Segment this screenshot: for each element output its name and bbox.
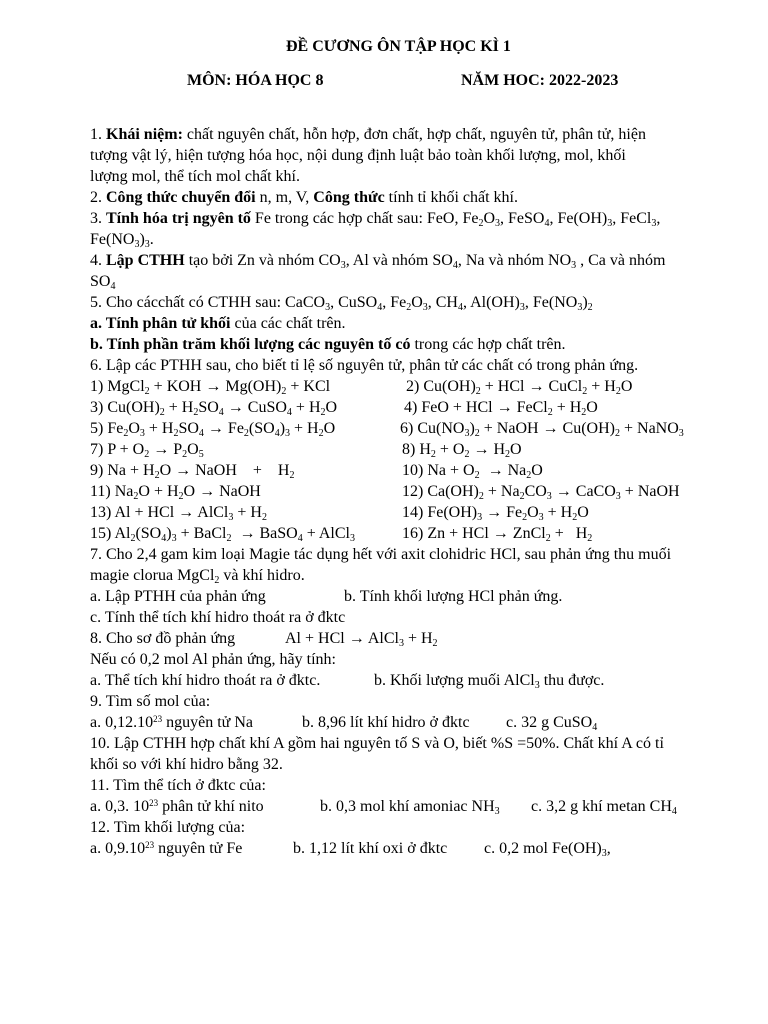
- equation-10: 10) $Na + O_2 \to Na_2O$: [402, 462, 543, 481]
- subject-label: MÔN: HÓA HỌC 8: [187, 72, 324, 89]
- q8-part-a: a. Thể tích khí hidro thoát ra ở đktc.: [90, 672, 321, 689]
- equation-11: 11) $Na_2O + H_2O$ → NaOH: [90, 483, 261, 502]
- q11-part-a: a. 0,3. $10^{23}$ phân tử khí nito: [90, 798, 264, 815]
- q7-part-a: a. Lập PTHH của phản ứng: [90, 588, 266, 605]
- equation-9: 9) $Na + H_2O$ → NaOH + $H_2$: [90, 462, 295, 481]
- equation-3: 3) $Cu(OH)_2 + H_2SO_4$ → CuSO$_4$ + $H_2O$: [90, 399, 338, 418]
- equation-4: 4) FeO + HCl → FeCl$_2$ + $H_2O$: [404, 399, 598, 418]
- q1-line2: tượng vật lý, hiện tượng hóa học, nội dung định luật bảo toàn khối lượng, mol, khối: [90, 147, 626, 164]
- equation-12: 12) $Ca(OH)_2 + Na_2CO_3$ → CaCO$_3$ + NaOH: [402, 483, 680, 502]
- q12-part-c: c. 0,2 mol $Fe(OH)_3$,: [484, 840, 611, 859]
- equation-1: 1) MgCl$_2$ + KOH → $Mg(OH)_2$ + KCl: [90, 378, 331, 397]
- school-year-label: NĂM HOC: 2022-2023: [461, 72, 619, 89]
- q11-part-b: b. 0,3 mol khí amoniac $NH_3$: [320, 798, 500, 817]
- q7-part-b: b. Tính khối lượng HCl phản ứng.: [344, 588, 563, 605]
- q12-part-b: b. 1,12 lít khí oxi ở đktc: [293, 840, 448, 857]
- equation-6: 6) $Cu(NO_3)_2$ + NaOH → $Cu(OH)_2$ + NaNO$_3$: [400, 420, 684, 439]
- q11-line1: 11. Tìm thể tích ở đktc của:: [90, 777, 266, 794]
- q11-part-c: c. 3,2 g khí metan $CH_4$: [531, 798, 677, 817]
- equation-15: 15) $Al_2(SO_4)_3$ + BaCl$_2$ → BaSO$_4$ + AlCl$_3$: [90, 525, 355, 544]
- equation-13: 13) Al + HCl → AlCl$_3$ + $H_2$: [90, 504, 267, 523]
- equation-14: 14) $Fe(OH)_3 \to Fe_2O_3 + H_2O$: [402, 504, 589, 523]
- q9-part-a: a. 0,12.10$^{23}$ nguyên tử Na: [90, 714, 253, 731]
- q6-intro: 6. Lập các PTHH sau, cho biết tỉ lệ số nguyên tử, phân tử các chất có trong phản ứng.: [90, 357, 639, 374]
- q7-line2: magie clorua MgCl$_2$ và khí hidro.: [90, 567, 305, 586]
- q8-line2: Nếu có 0,2 mol Al phản ứng, hãy tính:: [90, 651, 336, 668]
- q9-part-c: c. 32 g CuSO$_4$: [506, 714, 598, 733]
- q12-part-a: a. 0,9.10$^{23}$ nguyên tử Fe: [90, 840, 243, 857]
- q4-line2: $SO_4$: [90, 273, 116, 292]
- q8-part-b: b. Khối lượng muối AlCl$_3$ thu được.: [374, 672, 605, 691]
- q5-line1: 5. Cho cácchất có CTHH sau: CaCO$_3$, CuSO$_4$, $Fe_2O_3$, $CH_4$, $Al(OH)_3$, $Fe(NO_3)_2$: [90, 294, 593, 313]
- q7-line1: 7. Cho 2,4 gam kim loại Magie tác dụng hết với axit clohidric HCl, sau phản ứng thu muối: [90, 546, 672, 563]
- q9-part-b: b. 8,96 lít khí hidro ở đktc: [302, 714, 470, 731]
- q10-line2: khối so với khí hidro bằng 32.: [90, 756, 283, 773]
- equation-16: 16) Zn + HCl → ZnCl$_2$ + $H_2$: [402, 525, 593, 544]
- equation-7: 7) $P + O_2 \to P_2O_5$: [90, 441, 204, 460]
- q10-line1: 10. Lập CTHH hợp chất khí A gồm hai nguyên tố S và O, biết %S =50%. Chất khí A có tỉ: [90, 735, 664, 752]
- q2-line: 2. Công thức chuyển đổi n, m, V, Công thức tính tỉ khối chất khí.: [90, 189, 518, 206]
- equation-2: 2) $Cu(OH)_2$ + HCl → CuCl$_2$ + $H_2O$: [406, 378, 633, 397]
- q12-line1: 12. Tìm khối lượng của:: [90, 819, 246, 836]
- document-title: ĐỀ CƯƠNG ÔN TẬP HỌC KÌ 1: [286, 38, 511, 55]
- q4-line1: 4. Lập CTHH tạo bởi Zn và nhóm $CO_3$, Al và nhóm $SO_4$, Na và nhóm $NO_3$ , Ca và nhóm: [90, 252, 666, 271]
- q3-line2: $Fe(NO_3)_3$.: [90, 231, 154, 250]
- q3-line1: 3. Tính hóa trị ngyên tố Fe trong các hợp chất sau: FeO, $Fe_2O_3$, FeSO$_4$, $Fe(OH)_3$, FeCl$_3$,: [90, 210, 661, 229]
- q1-line3: lượng mol, thể tích mol chất khí.: [90, 168, 300, 185]
- q1-line1: 1. Khái niệm: chất nguyên chất, hỗn hợp, đơn chất, hợp chất, nguyên tử, phân tử, hiện: [90, 126, 646, 143]
- q5-part-b: b. Tính phần trăm khối lượng các nguyên tố có trong các hợp chất trên.: [90, 336, 566, 353]
- q5-part-a: a. Tính phân tử khối của các chất trên.: [90, 315, 346, 332]
- q7-part-c: c. Tính thể tích khí hidro thoát ra ở đktc: [90, 609, 346, 626]
- q8-equation: Al + HCl → AlCl$_3$ + $H_2$: [285, 630, 438, 649]
- q8-line1: 8. Cho sơ đồ phản ứng: [90, 630, 236, 647]
- equation-5: 5) $Fe_2O_3 + H_2SO_4 \to Fe_2(SO_4)_3 + H_2O$: [90, 420, 336, 439]
- q9-line1: 9. Tìm số mol của:: [90, 693, 211, 710]
- equation-8: 8) $H_2 + O_2 \to H_2O$: [402, 441, 522, 460]
